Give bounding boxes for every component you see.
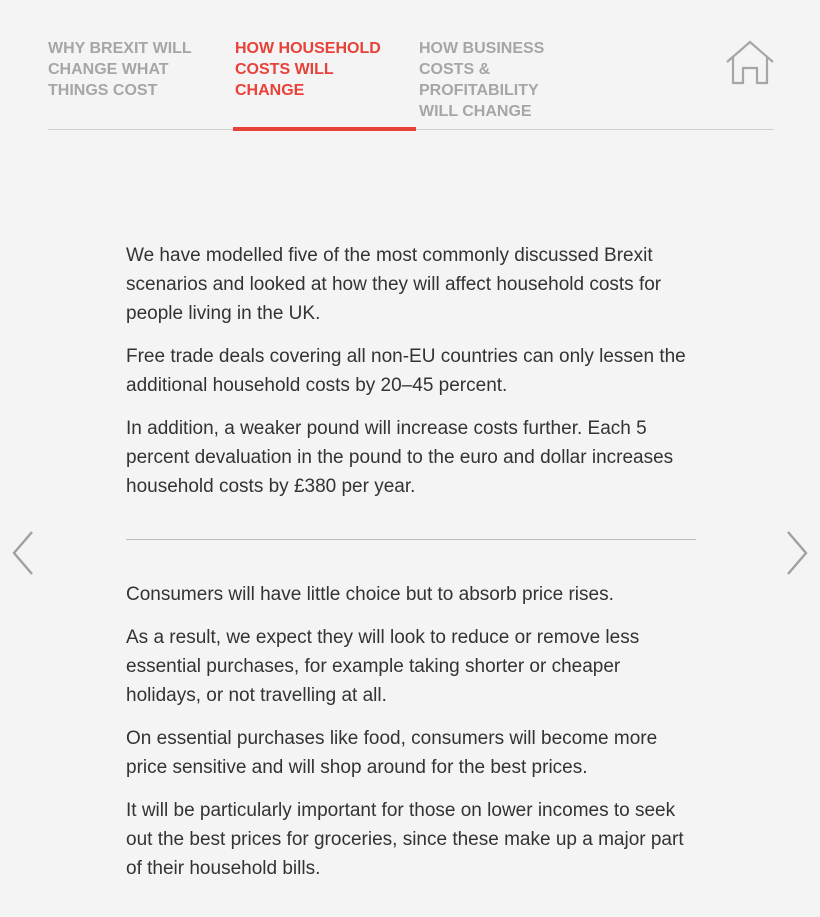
section-divider	[126, 539, 696, 540]
previous-arrow-button[interactable]	[8, 529, 38, 577]
chevron-left-icon	[8, 529, 38, 577]
tab-why-brexit[interactable]: WHY BREXIT WILL CHANGE WHAT THINGS COST	[48, 40, 192, 99]
paragraph: It will be particularly important for those on lower incomes to seek out the best prices for groceries, since these make up a major part of their household bills.	[126, 800, 684, 879]
main-content	[126, 241, 698, 897]
paragraph: Free trade deals covering all non-EU countries can only lessen the additional household costs by 20–45 percent.	[126, 346, 686, 396]
tab-business-costs[interactable]: HOW BUSINESS COSTS & PROFITABILITY WILL CHANGE	[419, 40, 545, 120]
paragraph: As a result, we expect they will look to reduce or remove less essential purchases, for example taking shorter or cheaper holidays, or not travelling at all.	[126, 627, 640, 706]
paragraph: We have modelled five of the most commonly discussed Brexit scenarios and looked at how they will affect household costs for people living in the UK.	[126, 245, 662, 324]
active-tab-indicator	[233, 127, 416, 131]
home-icon[interactable]	[724, 38, 776, 88]
next-arrow-button[interactable]	[782, 529, 812, 577]
section-intro	[126, 241, 698, 501]
paragraph: Consumers will have little choice but to absorb price rises.	[126, 584, 614, 605]
paragraph: On essential purchases like food, consumers will become more price sensitive and will shop around for the best prices.	[126, 728, 658, 778]
chevron-right-icon	[782, 529, 812, 577]
tab-household-costs[interactable]: HOW HOUSEHOLD COSTS WILL CHANGE	[235, 40, 381, 99]
top-navigation	[48, 38, 774, 131]
paragraph: In addition, a weaker pound will increase costs further. Each 5 percent devaluation in the pound to the euro and dollar increases household costs by £380 per year.	[126, 418, 674, 497]
section-consumers	[126, 580, 698, 883]
